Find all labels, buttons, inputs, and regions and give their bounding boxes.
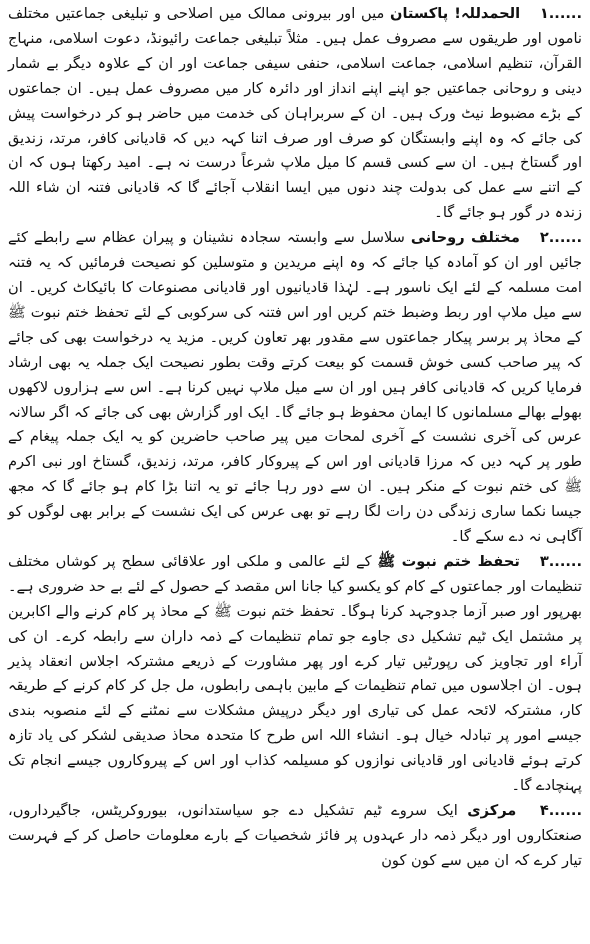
paragraph-4 [8,799,582,874]
paragraph-text: ایک سروے ٹیم تشکیل دے جو سیاستدانوں، بیوروکریٹس، جاگیرداروں، صنعتکاروں اور دیگر ذمہ دار عہدوں پر فائز شخصیات کے بارے معلومات حاصل کر کے فہرست تیار کرے کہ ان میں سے کون کون [8,802,582,869]
paragraph-lead: مختلف روحانی [410,229,520,247]
paragraph-number: ۴...... [539,802,583,819]
paragraph-lead: الحمدللہ! پاکستان [389,5,521,22]
paragraph-text: سلاسل سے وابستہ سجادہ نشینان و پیران عظام سے رابطے کئے جائیں اور ان کو آمادہ کیا جائے کہ وہ اپنے مریدین و متوسلین کو نصیحت فرمائیں کہ یہ فتنہ امت مسلمہ کے لئے ایک ناسور ہے۔ لہٰذا قادیانیوں اور قادیانی مصنوعات کا بائیکاٹ کریں۔ ان سے میل ملاپ اور ربط وضبط ختم کریں اور اس فتنہ کی سرکوبی کے لئے تحفظ ختم نبوت ﷺ کے محاذ پر برسر پیکار جماعتوں سے مقدور بھر تعاون کریں۔ مزید یہ درخواست بھی کی جائے کہ پیر صاحب کسی خوش قسمت کو بیعت کرتے وقت بطور نصیحت ایک جملہ یہ بھی ارشاد فرمایا کریں کہ قادیانی کافر ہیں اور ان سے میل ملاپ نہیں کرنا ہے۔ اس سے ہزاروں لاکھوں بھولے بھالے مسلمانوں کا ایمان محفوظ ہو جائے گا۔ ایک اور گزارش بھی کی جائے کہ اگر سالانہ عرس کی آخری نشست کے آخری لمحات میں پیر صاحب حاضرین کو یہ ایک جملہ پیغام کے طور پر کہہ دیں کہ مرزا قادیانی اور اس کے پیروکار کافر، مرتد، زندیق، گستاخ اور نبی اکرم ﷺ کی ختم نبوت کے منکر ہیں۔ ان سے دور رہا جائے تو یہ اتنا بڑا کام ہو جائے گا کہ مجھ جیسا نکما ساری زندگی دن رات لگا رہے تو بھی عرس کی ایک نشست کے برابر بھی لوگوں کو آگاہی نہ دے سکے گا۔ [8,229,582,546]
paragraph-text: میں اور بیرونی ممالک میں اصلاحی و تبلیغی جماعتیں مختلف ناموں اور طریقوں سے مصروف عمل ہیں۔ مثلاً تبلیغی جماعت رائیونڈ، دعوت اسلامی، منہاج القرآن، تنظیم اسلامی، جماعت اسلامی، حنفی سیفی جماعت اور ان کے علاوہ دیگر بے شمار دینی و روحانی جماعتیں جو اپنے اپنے انداز اور دائرہ کار میں مصروف عمل ہیں۔ ان جماعتوں کے بڑے مضبوط نیٹ ورک ہیں۔ ان کے سربراہان کی خدمت میں حاضر ہو کر درخواست پیش کی جائے کہ وہ اپنے وابستگان کو صرف اور صرف اتنا کہہ دیں کہ قادیانی کافر، مرتد، زندیق اور گستاخ ہیں۔ ان سے کسی قسم کا میل ملاپ شرعاً درست نہ ہے۔ امید رکھتا ہوں کہ ان کے اتنے سے عمل کی بدولت چند دنوں میں ایسا انقلاب آجائے گا کہ قادیانی فتنہ ان شاء اللہ زندہ در گور ہو جائے گا۔ [8,5,582,222]
paragraph-number: ۱...... [539,5,583,22]
paragraph-2 [8,226,582,550]
paragraph-3 [8,550,582,799]
paragraph-text: کے لئے عالمی و ملکی اور علاقائی سطح پر کوشاں مختلف تنظیمات اور جماعتوں کے کام کو یکسو کیا جانا اس مقصد کے حصول کے لئے بے حد ضروری ہے۔ بھرپور اور صبر آزما جدوجہد کرنا ہوگا۔ تحفظ ختم نبوت ﷺ کے محاذ پر کام کرنے والے اکابرین پر مشتمل ایک ٹیم تشکیل دی جاوے جو تمام تنظیمات کے ذمہ داران سے رابطہ کرے۔ ان کی آراء اور تجاویز کی رپورٹیں تیار کرے اور پھر مشاورت کے ذریعے مشترکہ اجلاس انعقاد پذیر ہوں۔ ان اجلاسوں میں تمام تنظیمات کے مابین باہمی رابطوں، مل جل کر کام کرنے کے طریقہ کار، مشترکہ لائحہ عمل کی تیاری اور دیگر درپیش مشکلات سے نمٹنے کے لئے منصوبہ بندی جیسے امور پر تبادلہ خیال ہو۔ انشاء اللہ اس طرح کا متحدہ محاذ صدیقی لشکر کی یاد تازہ کرتے ہوئے قادیانی اور قادیانی نوازوں کو مسیلمہ کذاب اور اس کے پیروکاروں جیسے انجام تک پہنچادے گا۔ [8,552,582,795]
paragraph-lead: تحفظ ختم نبوت ﷺ [377,552,520,570]
paragraph-lead: مرکزی [467,802,517,819]
paragraph-1 [8,2,582,226]
paragraph-number: ۳...... [539,552,582,570]
paragraph-number: ۲...... [539,229,583,247]
